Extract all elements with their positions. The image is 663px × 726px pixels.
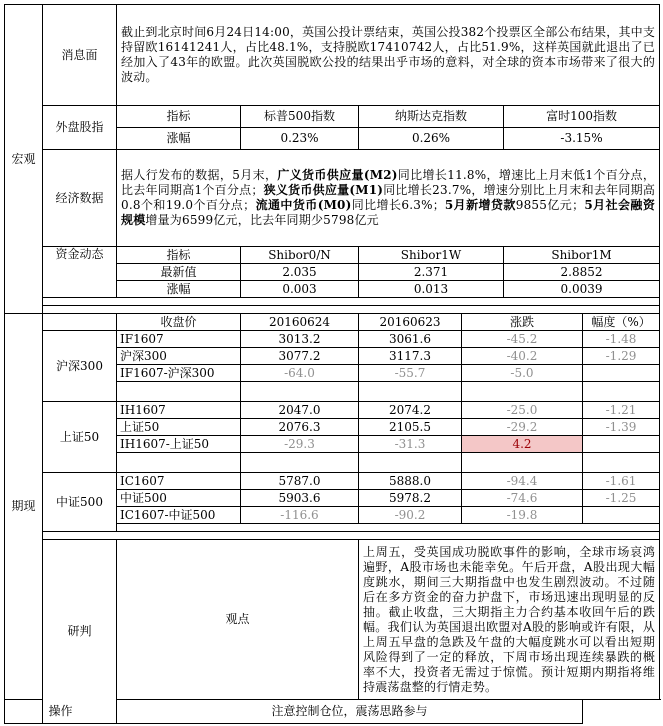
economy-label: 经济数据 — [43, 150, 117, 247]
row-value-today: -116.6 — [241, 507, 359, 524]
row-name: IC1607 — [117, 473, 241, 490]
row-name: IH1607 — [117, 402, 241, 419]
group-gap — [583, 382, 660, 402]
overseas-label: 外盘股指 — [43, 106, 117, 150]
futures-spacer — [117, 524, 660, 532]
overseas-row-label: 涨幅 — [117, 128, 241, 150]
futures-header-close: 收盘价 — [117, 314, 241, 331]
row-pct: -1.21 — [583, 402, 660, 419]
row-change: -29.2 — [462, 419, 583, 436]
row-pct: -1.29 — [583, 348, 660, 365]
row-name: IF1607-沪深300 — [117, 365, 241, 382]
economy-m1-label: 狭义货币供应量(M1) — [263, 183, 384, 197]
row-pct: -1.25 — [583, 490, 660, 507]
funds-label — [43, 247, 117, 298]
futures-header-pct: 幅度（%） — [583, 314, 660, 331]
row-value-prev: 5888.0 — [359, 473, 462, 490]
row-change-highlight: 4.2 — [462, 436, 583, 453]
row-value-today: 3077.2 — [241, 348, 359, 365]
futures-header-blank — [43, 314, 117, 331]
funds-latest-1m: 2.8852 — [504, 264, 660, 281]
group-gap — [359, 382, 462, 402]
overseas-value-ftse100: -3.15% — [504, 128, 660, 150]
economy-text-4: 同比增长23.7%，增速分别比上月末和去年同期高0.8个和19.0个百分点； — [121, 183, 656, 212]
row-change: -25.0 — [462, 402, 583, 419]
row-value-prev: 2105.5 — [359, 419, 462, 436]
group-gap — [241, 453, 359, 473]
group-gap — [241, 382, 359, 402]
group-gap — [359, 453, 462, 473]
funds-label-text: 资金动态 — [55, 247, 104, 261]
row-pct — [583, 436, 660, 453]
row-value-today: -64.0 — [241, 365, 359, 382]
row-name: IH1607-上证50 — [117, 436, 241, 453]
row-value-today: 5903.6 — [241, 490, 359, 507]
group-gap — [117, 382, 241, 402]
row-change: -74.6 — [462, 490, 583, 507]
row-pct: -1.61 — [583, 473, 660, 490]
row-value-prev: 3117.3 — [359, 348, 462, 365]
row-value-today: -29.3 — [241, 436, 359, 453]
group-label-sz50: 上证50 — [43, 402, 117, 473]
group-gap — [117, 453, 241, 473]
funds-change-1m: 0.0039 — [504, 281, 660, 298]
row-value-today: 2076.3 — [241, 419, 359, 436]
economy-text-2: 同比增长11.8%，增速比上月末低1个百分点，比去年同期高1个百分点； — [121, 168, 656, 197]
group-label-hs300: 沪深300 — [43, 331, 117, 402]
economy-m2-label: 广义货币供应量(M2) — [277, 168, 398, 182]
group-gap — [462, 382, 583, 402]
group-gap — [462, 453, 583, 473]
row-name: 中证500 — [117, 490, 241, 507]
funds-header-3: Shibor1M — [504, 247, 660, 264]
row-value-prev: -90.2 — [359, 507, 462, 524]
market-report-table — [4, 4, 660, 724]
overseas-header-3: 富时100指数 — [504, 106, 660, 128]
economy-m0-label: 流通中货币(M0) — [255, 198, 352, 212]
funds-header-1: Shibor0/N — [241, 247, 359, 264]
overseas-value-sp500: 0.23% — [241, 128, 359, 150]
row-value-prev: 5978.2 — [359, 490, 462, 507]
economy-tsf-label: 5月社会融资规模 — [121, 198, 656, 227]
news-text: 截止到北京时间6月24日14:00，英国公投计票结束，英国公投382个投票区全部公布结果，其中支持留欧16141241人，占比48.1%，支持脱欧17410742人，占比51.9%，这样英国就此退出了已经加入了43年的欧盟。此次英国脱欧公投的结果出乎市场的意料，对全球的资本市场带来了很大的波动。 — [117, 5, 660, 106]
row-change: -19.8 — [462, 507, 583, 524]
row-pct — [583, 365, 660, 382]
operation-label: 操作 — [5, 700, 117, 724]
group-label-zz500: 中证500 — [43, 473, 117, 532]
row-value-prev: -31.3 — [359, 436, 462, 453]
economy-loans-label: 5月新增贷款 — [444, 198, 516, 212]
overseas-header-2: 纳斯达克指数 — [359, 106, 504, 128]
news-label: 消息面 — [43, 5, 117, 106]
row-change: -40.2 — [462, 348, 583, 365]
funds-change-on: 0.003 — [241, 281, 359, 298]
section-futures: 期现 — [5, 314, 43, 700]
economy-text — [117, 150, 660, 247]
row-change: -94.4 — [462, 473, 583, 490]
row-value-prev: 2074.2 — [359, 402, 462, 419]
view-text: 上周五，受英国成功脱欧事件的影响，全球市场哀鸿遍野，A股市场也未能幸免。午后开盘，A股出现大幅度跳水，期间三大期指盘中也发生剧烈波动。不过随后在多方资金的奋力护盘下，市场迅速出现明显的反抽。截止收盘，三大期指主力合约基本收回午后的跌幅。我们认为英国退出欧盟对A股的影响或许有限，从上周五早盘的急跌及午盘的大幅度跳水可以看出短期风险得到了一定的释放，下周市场出现连续暴跌的概率不大，投资者无需过于惊慌。预计短期内期指将维持震荡盘整的行情走势。 — [359, 540, 660, 700]
row-value-prev: -55.7 — [359, 365, 462, 382]
row-value-today: 3013.2 — [241, 331, 359, 348]
overseas-value-nasdaq: 0.26% — [359, 128, 504, 150]
overseas-header-0: 指标 — [117, 106, 241, 128]
row-value-prev: 3061.6 — [359, 331, 462, 348]
macro-spacer — [43, 298, 660, 306]
row-value-today: 2047.0 — [241, 402, 359, 419]
funds-change-1w: 0.013 — [359, 281, 504, 298]
overseas-header-1: 标普500指数 — [241, 106, 359, 128]
row-change: -5.0 — [462, 365, 583, 382]
row-pct — [583, 507, 660, 524]
economy-text-10: 增量为6599亿元，比去年同期少5798亿元 — [145, 213, 379, 227]
view-label: 观点 — [117, 540, 359, 700]
economy-text-8: 9855亿元； — [515, 198, 585, 212]
funds-header-0: 指标 — [117, 247, 241, 264]
futures-header-date1: 20160624 — [241, 314, 359, 331]
row-name: IC1607-中证500 — [117, 507, 241, 524]
funds-header-2: Shibor1W — [359, 247, 504, 264]
row-value-today: 5787.0 — [241, 473, 359, 490]
futures-spacer-2 — [43, 532, 660, 540]
futures-header-change: 涨跌 — [462, 314, 583, 331]
funds-row-label-change: 涨幅 — [117, 281, 241, 298]
funds-latest-1w: 2.371 — [359, 264, 504, 281]
funds-row-label-latest: 最新值 — [117, 264, 241, 281]
macro-spacer-2 — [43, 306, 660, 314]
row-name: IF1607 — [117, 331, 241, 348]
row-pct: -1.48 — [583, 331, 660, 348]
operation-text: 注意控制仓位，震荡思路参与 — [117, 700, 583, 724]
economy-text-0: 据人行发布的数据，5月末， — [121, 168, 278, 182]
section-research: 研判 — [43, 540, 117, 724]
group-gap — [583, 453, 660, 473]
funds-latest-on: 2.035 — [241, 264, 359, 281]
economy-text-6: 同比增长6.3%； — [351, 198, 445, 212]
row-change: -45.2 — [462, 331, 583, 348]
row-pct: -1.39 — [583, 419, 660, 436]
futures-header-date2: 20160623 — [359, 314, 462, 331]
row-name: 上证50 — [117, 419, 241, 436]
section-macro: 宏观 — [5, 5, 43, 314]
row-name: 沪深300 — [117, 348, 241, 365]
